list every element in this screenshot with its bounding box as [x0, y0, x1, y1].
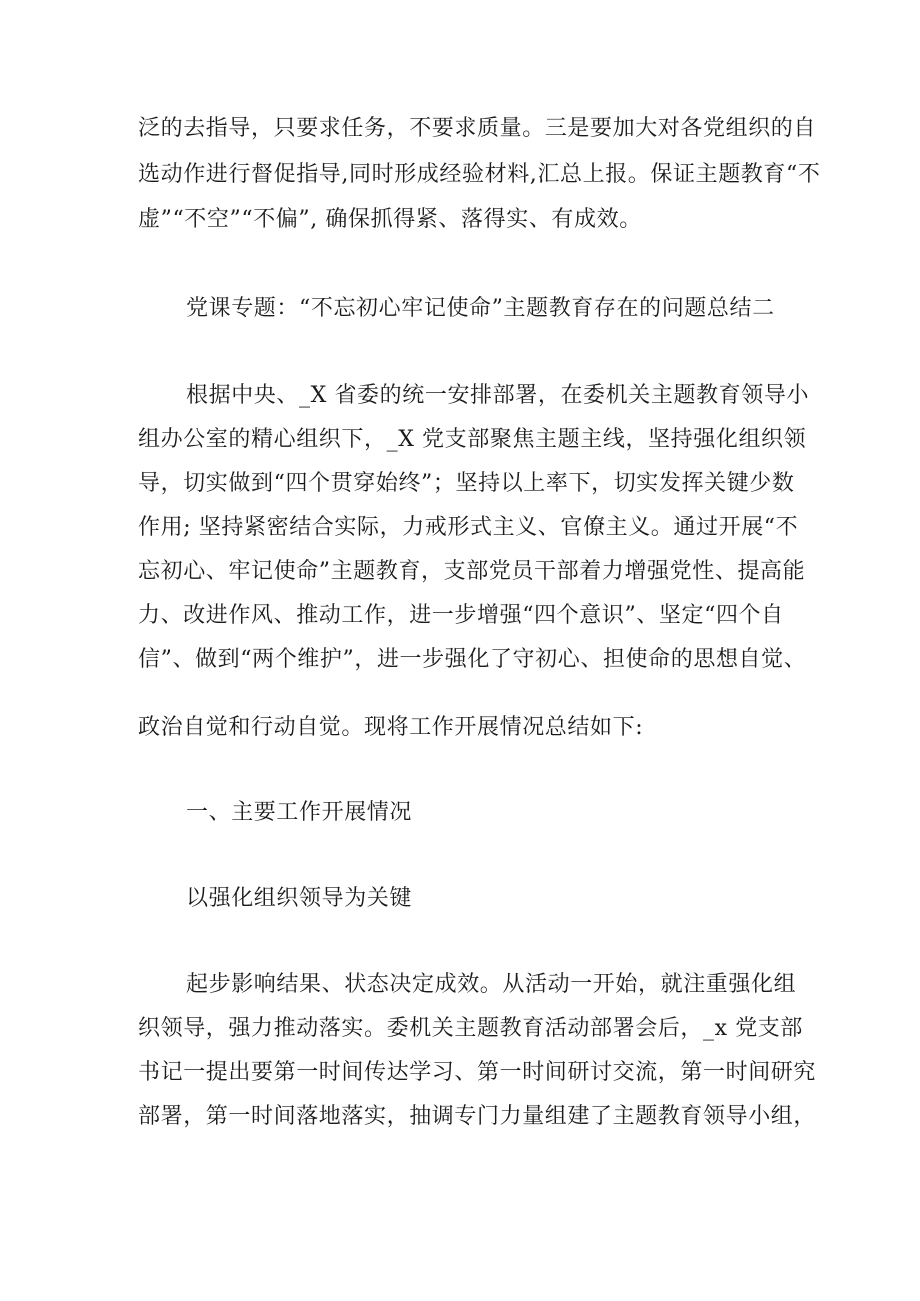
paragraph-2-line-3: 导，切实做到“四个贯穿始终”；坚持以上率下，切实发挥关键少数 [138, 471, 795, 496]
paragraph-1-line-1: 泛的去指导，只要求任务，不要求质量。三是要加大对各党组织的自 [138, 116, 817, 141]
paragraph-1-line-3: 虚”“不空”“不偏”, 确保抓得紧、落得实、有成效。 [138, 207, 642, 232]
paragraph-1-line-2: 选动作进行督促指导,同时形成经验材料,汇总上报。保证主题教育“不 [138, 162, 821, 187]
paragraph-3-line-4: 部署，第一时间落地落实，抽调专门力量组建了主题教育领导小组， [138, 1104, 817, 1129]
paragraph-2-line-2: 组办公室的精心组织下，_X 党支部聚焦主题主线，坚持强化组织领 [138, 427, 807, 452]
heading-organization-leadership: 以强化组织领导为关键 [186, 886, 413, 911]
paragraph-3-line-1: 起步影响结果、状态决定成效。从活动一开始，就注重强化组 [186, 972, 797, 997]
paragraph-3-line-3: 书记一提出要第一时间传达学习、第一时间研讨交流，第一时间研究 [138, 1060, 817, 1085]
paragraph-2-line-4: 作用; 坚持紧密结合实际，力戒形式主义、官僚主义。通过开展“不 [138, 515, 799, 540]
paragraph-2-line-6: 力、改进作风、推动工作，进一步增强“四个意识”、坚定“四个自 [138, 603, 784, 628]
paragraph-2-line-7: 信”、做到“两个维护”，进一步强化了守初心、担使命的思想自觉、 [138, 647, 807, 672]
paragraph-2-line-5: 忘初心、牢记使命”主题教育，支部党员干部着力增强党性、提高能 [138, 559, 806, 584]
paragraph-2-line-8: 政治自觉和行动自觉。现将工作开展情况总结如下: [138, 715, 644, 740]
paragraph-2-line-1: 根据中央、_X 省委的统一安排部署，在委机关主题教育领导小 [186, 383, 810, 408]
section-title: 党课专题：“不忘初心牢记使命”主题教育存在的问题总结二 [186, 296, 775, 321]
paragraph-3-line-2: 织领导，强力推动落实。委机关主题教育活动部署会后，_x 党支部 [138, 1016, 804, 1041]
heading-main-work: 一、主要工作开展情况 [186, 800, 413, 825]
